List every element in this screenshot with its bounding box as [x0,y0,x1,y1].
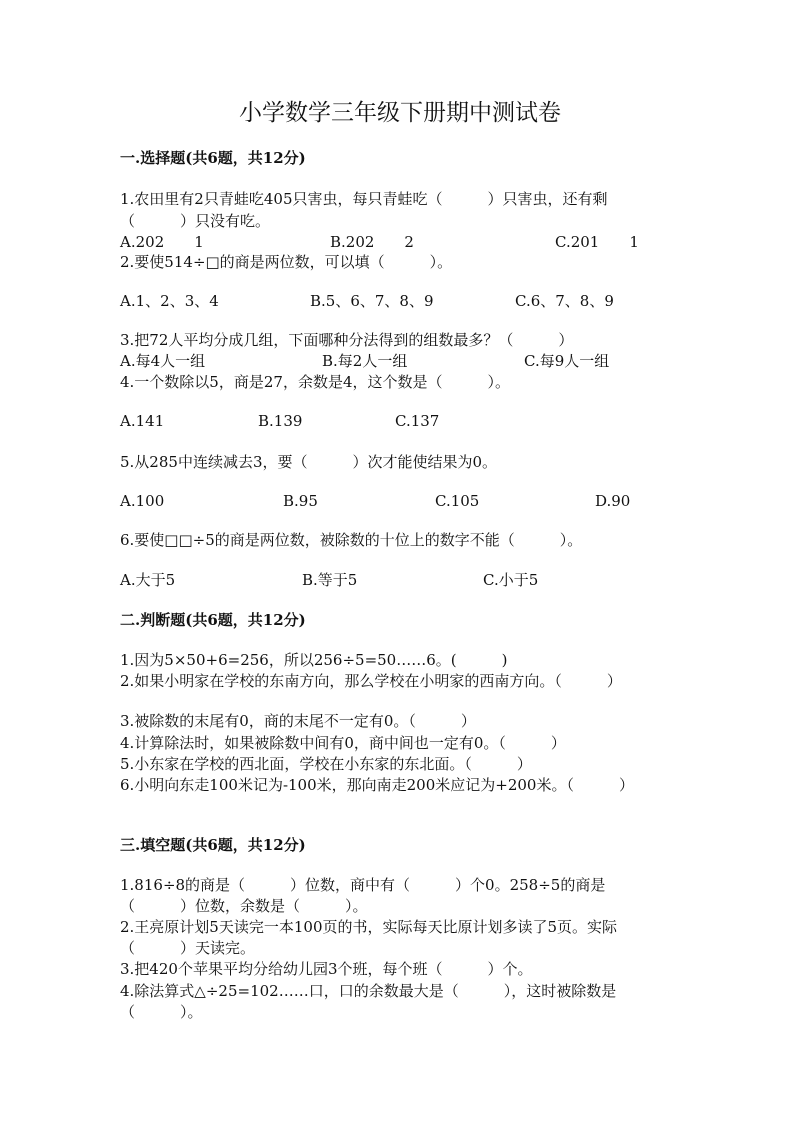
fill-item-3: 3.把420个苹果平均分给幼儿园3个班，每个班（ ）个。 [120,960,533,978]
question-1-option-c: C.201 1 [555,233,639,251]
judgment-item-2: 2.如果小明家在学校的东南方向，那么学校在小明家的西南方向。（ ） [120,672,622,690]
question-3-option-b: B.每2人一组 [322,352,408,370]
question-6-option-b: B.等于5 [302,571,358,589]
fill-item-1-line-2: （ ）位数，余数是（ ）。 [120,897,368,915]
fill-item-2-line-2: （ ）天读完。 [120,939,256,957]
page-title: 小学数学三年级下册期中测试卷 [239,100,561,126]
question-1-option-b: B.202 2 [330,233,414,251]
question-3-option-c: C.每9人一组 [524,352,610,370]
question-1-line-1: 1.农田里有2只青蛙吃405只害虫，每只青蛙吃（ ）只害虫，还有剩 [120,190,608,208]
question-2-option-a: A.1、2、3、4 [120,292,219,310]
question-6-line-1: 6.要使□□÷5的商是两位数，被除数的十位上的数字不能（ ）。 [120,531,583,549]
question-2-option-b: B.5、6、7、8、9 [310,292,434,310]
question-1-line-2: （ ）只没有吃。 [120,212,271,230]
section-heading-judgment: 二.判断题(共6题，共12分) [120,611,306,629]
judgment-item-5: 5.小东家在学校的西北面，学校在小东家的东北面。（ ） [120,755,532,773]
fill-item-1-line-1: 1.816÷8的商是（ ）位数，商中有（ ）个0。258÷5的商是 [120,876,606,894]
question-5-option-c: C.105 [435,492,480,510]
question-6-option-c: C.小于5 [483,571,539,589]
question-5-line-1: 5.从285中连续减去3，要（ ）次才能使结果为0。 [120,453,498,471]
section-heading-fill-in: 三.填空题(共6题，共12分) [120,836,306,854]
question-4-option-a: A.141 [120,412,165,430]
fill-item-2-line-1: 2.王亮原计划5天读完一本100页的书，实际每天比原计划多读了5页。实际 [120,918,618,936]
judgment-item-6: 6.小明向东走100米记为-100米，那向南走200米应记为+200米。（ ） [120,776,634,794]
question-1-option-a: A.202 1 [120,233,204,251]
question-3-line-1: 3.把72人平均分成几组，下面哪种分法得到的组数最多？（ ） [120,331,574,349]
question-5-option-a: A.100 [120,492,165,510]
question-4-option-b: B.139 [258,412,303,430]
question-2-line-1: 2.要使514÷□的商是两位数，可以填（ ）。 [120,253,453,271]
judgment-item-3: 3.被除数的末尾有0，商的末尾不一定有0。（ ） [120,712,476,730]
judgment-item-4: 4.计算除法时，如果被除数中间有0，商中间也一定有0。（ ） [120,734,566,752]
section-heading-choice: 一.选择题(共6题，共12分) [120,149,306,167]
question-3-option-a: A.每4人一组 [120,352,206,370]
fill-item-4-line-2: （ ）。 [120,1003,203,1021]
question-2-option-c: C.6、7、8、9 [515,292,614,310]
question-4-option-c: C.137 [395,412,440,430]
question-4-line-1: 4.一个数除以5，商是27，余数是4，这个数是（ ）。 [120,373,510,391]
question-5-option-d: D.90 [595,492,631,510]
question-6-option-a: A.大于5 [120,571,176,589]
fill-item-4-line-1: 4.除法算式△÷25=102……口，口的余数最大是（ ），这时被除数是 [120,982,617,1000]
question-5-option-b: B.95 [283,492,318,510]
judgment-item-1: 1.因为5×50+6=256，所以256÷5=50……6。( ) [120,651,508,669]
